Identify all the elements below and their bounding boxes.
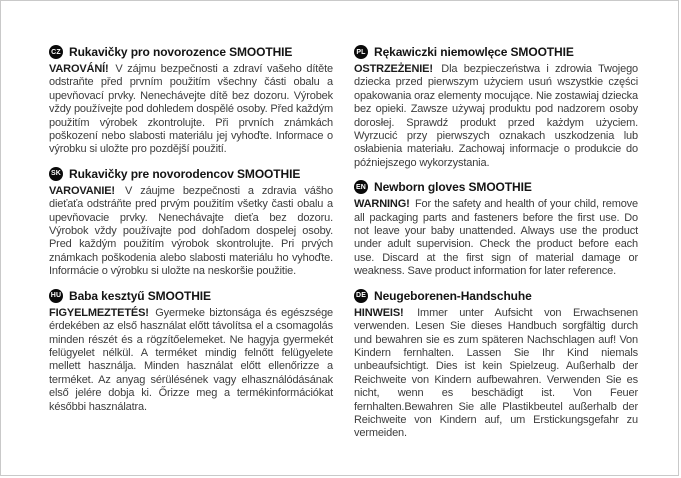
- section-cz-warning-text: V zájmu bezpečnosti a zdraví vašeho dítěte odstraňte před prvním použitím všechny části obalu a upevňovací prvky. Nenechávejte dítě bez dozoru. Výrobek vždy používejte pod dohledem dospělé osoby. Před každým použitím výrobek zkontrolujte. Při prvních známkách poškození nebo slabosti materiálu jej vyhoďte. Informace o výrobku si uložte pro pozdější použití.: [49, 63, 334, 156]
- section-hu-body: [49, 307, 333, 414]
- section-hu-warning-text: Gyermeke biztonsága és egészsége érdekében az első használat előtt távolítsa el a csomagolás minden részét és a rögzítőelemeket. Ne hagyja gyermekét felügyelet nélkül. A terméket mindig felnőtt felügyelete mellett használja. Minden használat előtt ellenőrizze a terméket. Az anyag sérülésének vagy elhasználódásának első jelére dobja ki. Őrizze meg a termékinformációkat későbbi használatra.: [49, 306, 334, 413]
- section-cz-lead-word: VAROVÁNÍ!: [49, 63, 109, 75]
- language-badge-en: EN: [354, 180, 368, 194]
- section-sk-heading-row: [49, 167, 333, 181]
- section-de-title: Neugeborenen-Handschuhe: [374, 288, 532, 303]
- section-cz-title: Rukavičky pro novorozence SMOOTHIE: [69, 45, 293, 59]
- section-hu: [49, 289, 333, 414]
- section-de: [354, 289, 638, 441]
- section-pl-warning-text: Dla bezpieczeństwa i zdrowia Twojego dziecka przed pierwszym użyciem usuń wszystkie części opakowania oraz elementy mocujące. Nie zostawiaj dziecka bez opieki. Zawsze używaj produktu pod nadzorem osoby dorosłej. Sprawdź produkt przed każdym użyciem. Wyrzucić przy pierwszych oznakach uszkodzenia lub osłabienia materiału. Zachowaj informacje o produkcie do późniejszego wykorzystania.: [354, 63, 638, 169]
- section-en-body: [354, 198, 638, 278]
- section-sk-body: [49, 185, 333, 279]
- section-de-heading-row: [354, 289, 638, 303]
- section-sk: [49, 167, 333, 279]
- language-badge-hu: HU: [49, 289, 63, 303]
- section-pl-heading-row: [354, 45, 638, 59]
- section-cz-body: [49, 63, 333, 157]
- right-column: [354, 45, 638, 451]
- section-hu-lead-word: FIGYELMEZTETÉS!: [49, 306, 149, 319]
- section-pl-title: Rękawiczki niemowlęce SMOOTHIE: [374, 45, 574, 59]
- section-hu-heading-row: [49, 289, 333, 303]
- section-en: [354, 180, 638, 278]
- section-en-warning-text: For the safety and health of your child, remove all packaging parts and fasteners before the first use. Do not leave your baby unattended. Always use the product under adult supervision. Check the product before each use. Discard at the first sign of material damage or weakness. Save product information for later reference.: [354, 198, 638, 278]
- language-badge-pl: PL: [354, 45, 368, 59]
- section-hu-title: Baba kesztyű SMOOTHIE: [69, 288, 211, 303]
- section-pl-body: [354, 63, 638, 170]
- section-de-warning-text: Immer unter Aufsicht von Erwachsenen verwenden. Lesen Sie dieses Handbuch sorgfältig durch und bewahren sie es zum späteren Nachschlagen auf! Von Kindern fernhalten. Lassen Sie Ihr Kind niemals unbeaufsichtigt. Dies ist kein Spielzeug. Außerhalb der Reichweite von Kindern aufbewahren. Verwenden Sie es nicht, wenn es beschädigt ist. Von Feuer fernhalten.Bewahren Sie alle Plastikbeutel außerhalb der Reichweite von Kindern auf, um Erstickungsgefahr zu vermeiden.: [354, 306, 638, 440]
- section-pl: [354, 45, 638, 170]
- language-badge-sk: SK: [49, 167, 63, 181]
- section-sk-lead-word: VAROVANIE!: [49, 184, 115, 197]
- section-en-title: Newborn gloves SMOOTHIE: [374, 180, 532, 195]
- section-cz: [49, 45, 333, 157]
- section-de-body: [354, 307, 638, 441]
- section-en-lead-word: WARNING!: [354, 198, 410, 211]
- left-column: [49, 45, 333, 451]
- section-sk-warning-text: V záujme bezpečnosti a zdravia vášho dieťaťa odstráňte pred prvým použitím všetky časti obalu a upevňovacie prvky. Nenechávajte dieťa bez dozoru. Výrobok vždy používajte pod dohľadom dospelej osoby. Pred každým použitím výrobok skontrolujte. Pri prvých známkach poškodenia alebo slabosti materiálu ho vyhoďte. Informácie o výrobku si uložte na neskoršie použitie.: [49, 184, 333, 278]
- section-pl-lead-word: OSTRZEŻENIE!: [354, 63, 433, 75]
- language-badge-cz: CZ: [49, 45, 63, 59]
- section-en-heading-row: [354, 180, 638, 194]
- section-de-lead-word: HINWEIS!: [354, 306, 404, 319]
- language-badge-de: DE: [354, 289, 368, 303]
- section-sk-title: Rukavičky pre novorodencov SMOOTHIE: [69, 166, 301, 181]
- section-cz-heading-row: [49, 45, 333, 59]
- two-column-layout: [1, 1, 678, 451]
